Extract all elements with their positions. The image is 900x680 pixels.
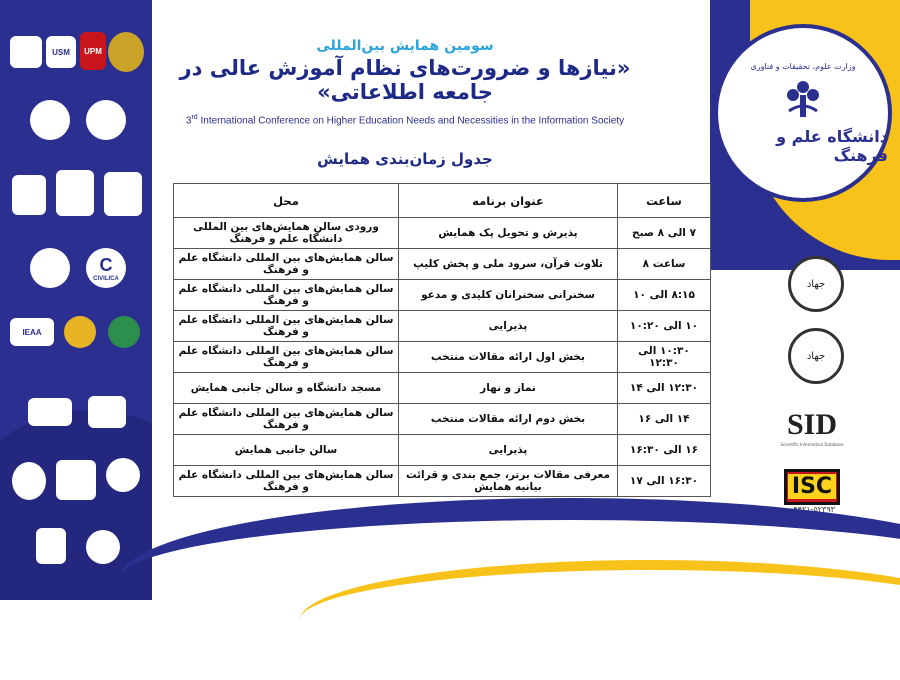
english-ordinal-suffix: rd <box>191 114 198 121</box>
cell-time: ۱۰:۳۰ الی ۱۲:۳۰ <box>618 342 711 373</box>
conference-title: «نیازها و ضرورت‌های نظام آموزش عالی در جامعه اطلاعاتی» <box>179 56 631 104</box>
jahad-label-1: جهاد <box>806 278 826 290</box>
cell-time: ۷ الی ۸ صبح <box>618 218 711 249</box>
university-name: دانشگاه علم و فرهنگ <box>776 126 888 165</box>
cell-time: ۱۰ الی ۱۰:۲۰ <box>618 311 711 342</box>
cell-program: پذیرش و تحویل پک همایش <box>399 218 618 249</box>
english-title-text: International Conference on Higher Education Needs and Necessities in the Information Society <box>200 115 625 127</box>
table-row <box>174 404 711 435</box>
cell-location: ورودی سالن همایش‌های بین المللی دانشگاه علم و فرهنگ <box>174 218 399 249</box>
table-row <box>174 218 711 249</box>
sid-label: SID <box>786 407 838 441</box>
table-row <box>174 466 711 497</box>
green-seal-logo <box>108 316 140 348</box>
sid-logo <box>780 404 844 450</box>
cell-location: سالن همایش‌های بین المللی دانشگاه علم و فرهنگ <box>174 466 399 497</box>
circle-seal-logo <box>30 248 70 288</box>
cell-time: ۱۶:۳۰ الی ۱۷ <box>618 466 711 497</box>
cell-program: معرفی مقالات برتر، جمع بندی و قرائت بیانیه همایش <box>399 466 618 497</box>
isc-badge <box>784 469 840 505</box>
pattern-emblem-logo <box>56 170 94 216</box>
cell-program: تلاوت قرآن، سرود ملی و پخش کلیپ <box>399 249 618 280</box>
jahad-label-2: جهاد <box>806 350 826 362</box>
shield-logo <box>12 462 46 500</box>
conference-subtitle: سومین همایش بین‌المللی <box>316 38 494 54</box>
english-ordinal: 3 <box>185 115 192 127</box>
cell-program: نماز و نهار <box>399 373 618 404</box>
sid-subtitle: Scientific Information Database <box>780 441 844 447</box>
cell-program: بخش دوم ارائه مقالات منتخب <box>399 404 618 435</box>
table-row <box>174 342 711 373</box>
flag-emblem-logo <box>36 528 66 564</box>
arch-emblem-logo <box>86 100 126 140</box>
civilica-logo: C CIVILICA <box>86 248 126 288</box>
cell-program: بخش اول ارائه مقالات منتخب <box>399 342 618 373</box>
cell-time: ساعت ۸ <box>618 249 711 280</box>
star-emblem-logo <box>104 172 142 216</box>
globe-logo <box>106 458 140 492</box>
table-header-row <box>174 184 711 218</box>
table-row <box>174 373 711 404</box>
partner-logos-strip <box>0 0 152 600</box>
ministry-label: وزارت علوم، تحقیقات و فناوری <box>750 61 856 71</box>
sun-seal-logo <box>64 316 96 348</box>
upm-logo <box>80 32 106 70</box>
book-emblem-logo <box>12 175 46 215</box>
usm-logo <box>46 36 76 68</box>
cell-time: ۱۴ الی ۱۶ <box>618 404 711 435</box>
ieaa-label: IEAA <box>22 327 42 337</box>
isc-label: ISC <box>788 474 836 499</box>
cell-time: ۸:۱۵ الی ۱۰ <box>618 280 711 311</box>
cell-location: سالن همایش‌های بین المللی دانشگاه علم و فرهنگ <box>174 280 399 311</box>
table-row <box>174 249 711 280</box>
university-logo-circle <box>718 28 888 198</box>
table-row <box>174 311 711 342</box>
column-header-program: عنوان برنامه <box>399 184 618 218</box>
university-crest-logo <box>10 36 42 68</box>
civilica-label: CIVILICA <box>93 275 119 282</box>
gear-emblem-logo <box>86 530 120 564</box>
table-row <box>174 280 711 311</box>
cell-location: مسجد دانشگاه و سالن جانبی همایش <box>174 373 399 404</box>
usm-label: USM <box>52 47 70 57</box>
ieaa-logo <box>10 318 54 346</box>
cell-location: سالن همایش‌های بین المللی دانشگاه علم و فرهنگ <box>174 311 399 342</box>
cell-location: سالن جانبی همایش <box>174 435 399 466</box>
cell-location: سالن همایش‌های بین المللی دانشگاه علم و فرهنگ <box>174 342 399 373</box>
table-row <box>174 435 711 466</box>
cell-location: سالن همایش‌های بین المللی دانشگاه علم و فرهنگ <box>174 404 399 435</box>
column-header-location: محل <box>174 184 399 218</box>
flower-emblem-icon <box>781 77 825 121</box>
isc-number: ۰۴۴۲۱-۵۲۳۹۳ <box>789 504 835 514</box>
jahad-logo <box>788 256 844 312</box>
cell-program: پذیرایی <box>399 435 618 466</box>
golden-seal-logo <box>108 32 144 72</box>
diamond-emblem-logo <box>30 100 70 140</box>
schedule-table <box>173 183 711 497</box>
book-open-logo <box>88 396 126 428</box>
cell-time: ۱۶ الی ۱۶:۳۰ <box>618 435 711 466</box>
upm-label: UPM <box>84 46 102 56</box>
schedule-title: جدول زمان‌بندی همایش <box>317 150 493 168</box>
swirl-logo <box>28 398 72 426</box>
cell-program: سخنرانی سخنرانان کلیدی و مدعو <box>399 280 618 311</box>
conference-english-title <box>160 114 650 126</box>
conference-header <box>160 38 650 126</box>
jahad-logo-secondary <box>788 328 844 384</box>
column-header-time: ساعت <box>618 184 711 218</box>
cell-program: پذیرایی <box>399 311 618 342</box>
cell-location: سالن همایش‌های بین المللی دانشگاه علم و فرهنگ <box>174 249 399 280</box>
calligraphy-logo <box>56 460 96 500</box>
cell-time: ۱۲:۳۰ الی ۱۴ <box>618 373 711 404</box>
